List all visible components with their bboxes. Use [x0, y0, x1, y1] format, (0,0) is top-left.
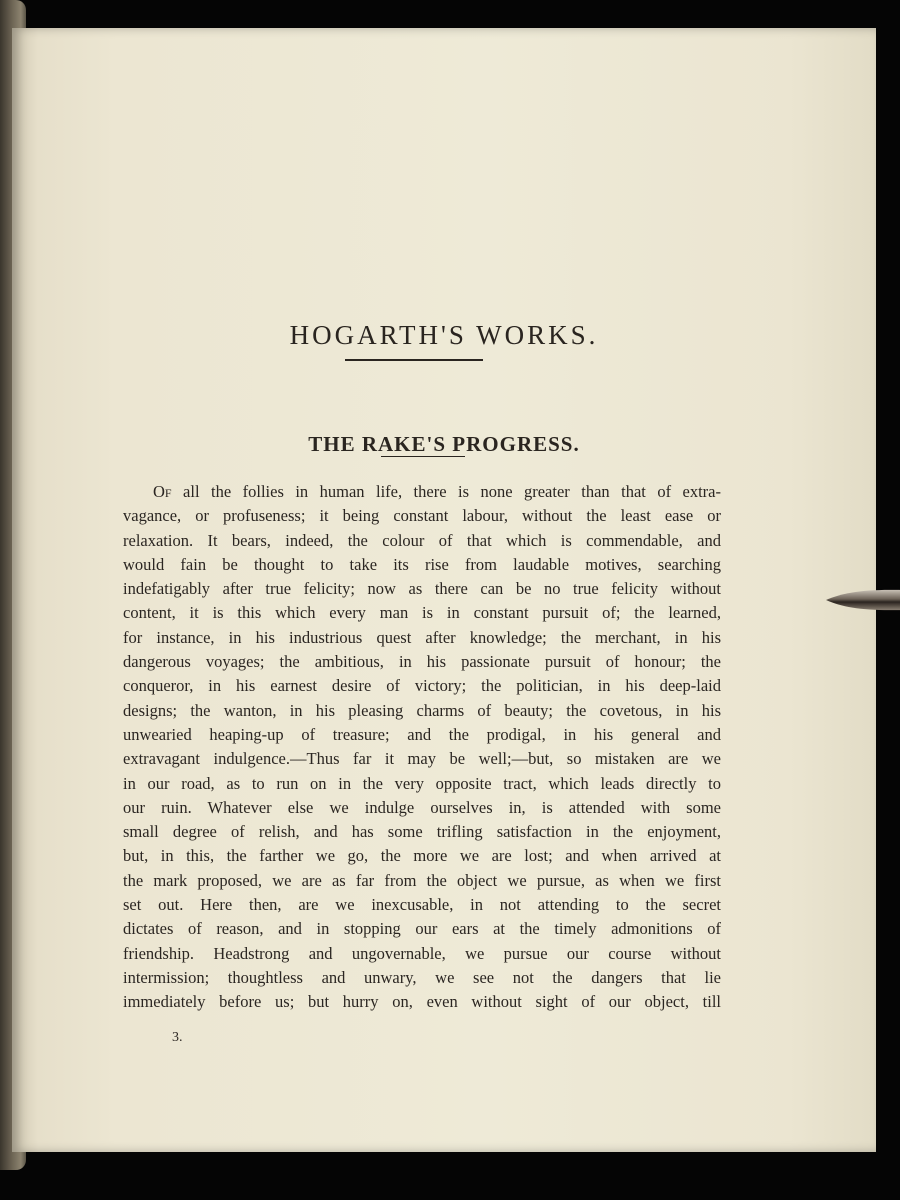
text-line: extravagant indulgence.—Thus far it may be well;—but, so mistaken are we	[123, 749, 721, 769]
text-line: in our road, as to run on in the very opposite tract, which leads directly to	[123, 773, 721, 793]
text-line: vagance, or profuseness; it being constant labour, without the least ease or	[123, 506, 721, 526]
text-line: intermission; thoughtless and unwary, we see not the dangers that lie	[123, 967, 721, 987]
text-line: content, it is this which every man is in constant pursuit of; the learned,	[123, 603, 721, 623]
text-line: would fain be thought to take its rise from laudable motives, searching	[123, 554, 721, 574]
head-rule	[345, 359, 483, 361]
running-head: HOGARTH'S WORKS.	[289, 320, 599, 350]
body-paragraph	[123, 480, 721, 1015]
text-line: immediately before us; but hurry on, even without sight of our object, till	[123, 992, 721, 1012]
text-line: indefatigably after true felicity; now as there can be no true felicity without	[123, 579, 721, 599]
text-line: unwearied heaping-up of treasure; and the prodigal, in his general and	[123, 724, 721, 744]
text-line: our ruin. Whatever else we indulge ourselves in, is attended with some	[123, 797, 721, 817]
title-rule	[381, 456, 465, 457]
text-line: the mark proposed, we are as far from the object we pursue, as when we first	[123, 870, 721, 890]
text-line: conqueror, in his earnest desire of victory; the politician, in his deep-laid	[123, 676, 721, 696]
text-line: designs; the wanton, in his pleasing charms of beauty; the covetous, in his	[123, 700, 721, 720]
pointer-tool-icon	[826, 584, 900, 616]
text-line: for instance, in his industrious quest after knowledge; the merchant, in his	[123, 627, 721, 647]
text-line: relaxation. It bears, indeed, the colour of that which is commendable, and	[123, 530, 721, 550]
text-line: but, in this, the farther we go, the more we are lost; and when arrived at	[123, 846, 721, 866]
text-line: dictates of reason, and in stopping our ears at the timely admonitions of	[123, 919, 721, 939]
text-line: set out. Here then, are we inexcusable, in not attending to the secret	[123, 895, 721, 915]
book-page	[12, 28, 876, 1152]
section-title: THE RAKE'S PROGRESS.	[308, 432, 580, 456]
drop-word: Of	[153, 482, 172, 501]
text-line: friendship. Headstrong and ungovernable, we pursue our course without	[123, 943, 721, 963]
page-number: 3.	[172, 1030, 183, 1045]
text-line: small degree of relish, and has some trifling satisfaction in the enjoyment,	[123, 822, 721, 842]
text-line: Of all the follies in human life, there is none greater than that of extra-	[153, 482, 721, 501]
text-line: dangerous voyages; the ambitious, in his passionate pursuit of honour; the	[123, 652, 721, 672]
